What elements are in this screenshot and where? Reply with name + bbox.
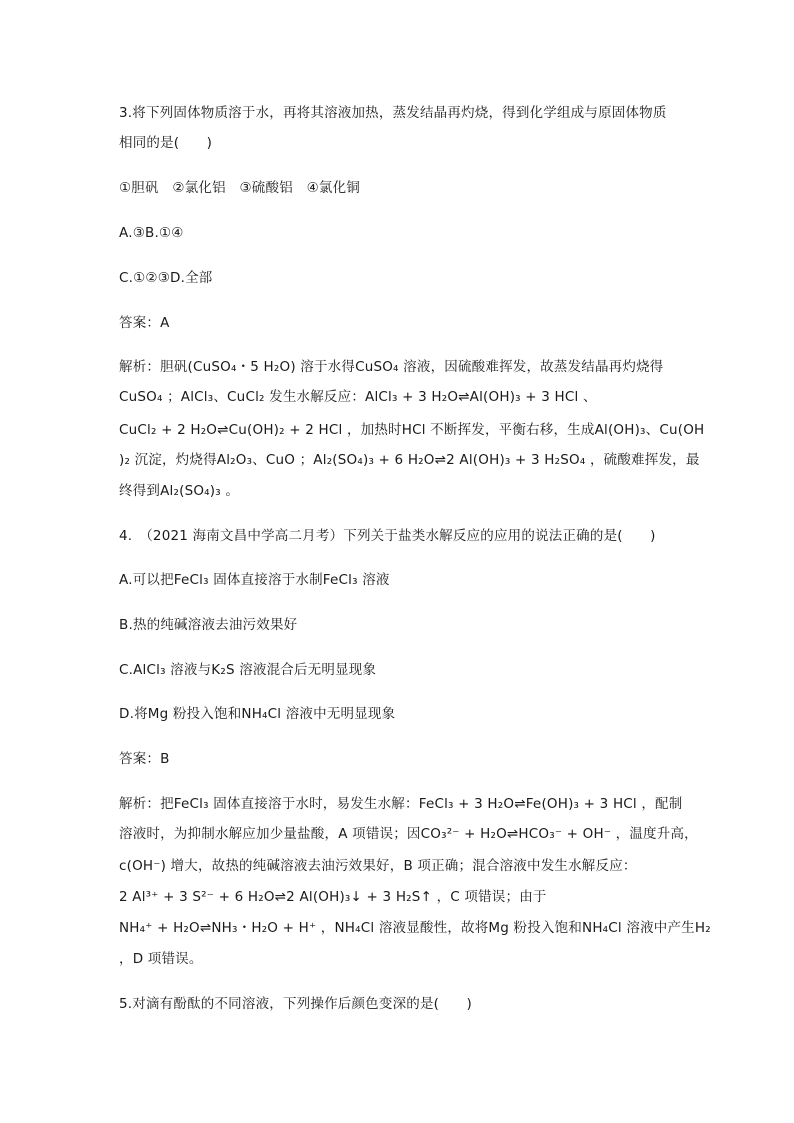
q3-analysis-line: CuCl₂ + 2 H₂O⇌Cu(OH)₂ + 2 HCl ，加热时HCl 不断挥发，平衡右移，生成Al(OH)₃、Cu(OH [119,422,705,438]
q3-items: ①胆矾 ②氯化铝 ③硫酸铝 ④氯化铜 [119,180,361,196]
q4-analysis-line: ，D 项错误。 [119,951,203,967]
q3-analysis-line: 解析：胆矾(CuSO₄・5 H₂O) 溶于水得CuSO₄ 溶液，因硫酸难挥发，故蒸发结晶再灼烧得 [119,359,664,375]
q4-option-c: C.AlCl₃ 溶液与K₂S 溶液混合后无明显现象 [119,662,377,678]
q4-option-a: A.可以把FeCl₃ 固体直接溶于水制FeCl₃ 溶液 [119,572,390,588]
q4-option-b: B.热的纯碱溶液去油污效果好 [119,617,298,633]
q3-options-cd: C.①②③D.全部 [119,270,213,286]
q4-option-d: D.将Mg 粉投入饱和NH₄Cl 溶液中无明显现象 [119,706,396,722]
q4-analysis-line: 解析：把FeCl₃ 固体直接溶于水时，易发生水解：FeCl₃ + 3 H₂O⇌Fe(OH)₃ + 3 HCl ，配制 [119,796,683,812]
q4-analysis-line: c(OH⁻) 增大，故热的纯碱溶液去油污效果好，B 项正确；混合溶液中发生水解反应： [119,858,637,874]
q4-answer: 答案：B [119,751,170,767]
q3-analysis-line: 终得到Al₂(SO₄)₃ 。 [119,483,240,499]
q3-stem-line1: 3.将下列固体物质溶于水，再将其溶液加热，蒸发结晶再灼烧，得到化学组成与原固体物质 [119,105,667,121]
q3-answer: 答案：A [119,315,170,331]
q3-analysis-line: )₂ 沉淀，灼烧得Al₂O₃、CuO ；Al₂(SO₄)₃ + 6 H₂O⇌2 Al(OH)₃ + 3 H₂SO₄ ，硫酸难挥发，最 [119,452,700,468]
q4-analysis-line: 溶液时，为抑制水解应加少量盐酸，A 项错误；因CO₃²⁻ + H₂O⇌HCO₃⁻ + OH⁻ ，温度升高， [119,826,698,842]
q4-analysis-line: 2 Al³⁺ + 3 S²⁻ + 6 H₂O⇌2 Al(OH)₃↓ + 3 H₂S↑ ，C 项错误；由于 [119,889,547,905]
q4-stem: 4. （2021 海南文昌中学高二月考）下列关于盐类水解反应的应用的说法正确的是( ) [119,528,656,544]
q5-stem: 5.对滴有酚酞的不同溶液，下列操作后颜色变深的是( ) [119,996,473,1012]
q3-analysis-line: CuSO₄ ；AlCl₃、CuCl₂ 发生水解反应：AlCl₃ + 3 H₂O⇌Al(OH)₃ + 3 HCl 、 [119,389,597,405]
q4-analysis-line: NH₄⁺ + H₂O⇌NH₃・H₂O + H⁺ ，NH₄Cl 溶液显酸性，故将Mg 粉投入饱和NH₄Cl 溶液中产生H₂ [119,920,711,936]
q3-stem-line2: 相同的是( ) [119,135,213,151]
q3-options-ab: A.③B.①④ [119,225,184,241]
